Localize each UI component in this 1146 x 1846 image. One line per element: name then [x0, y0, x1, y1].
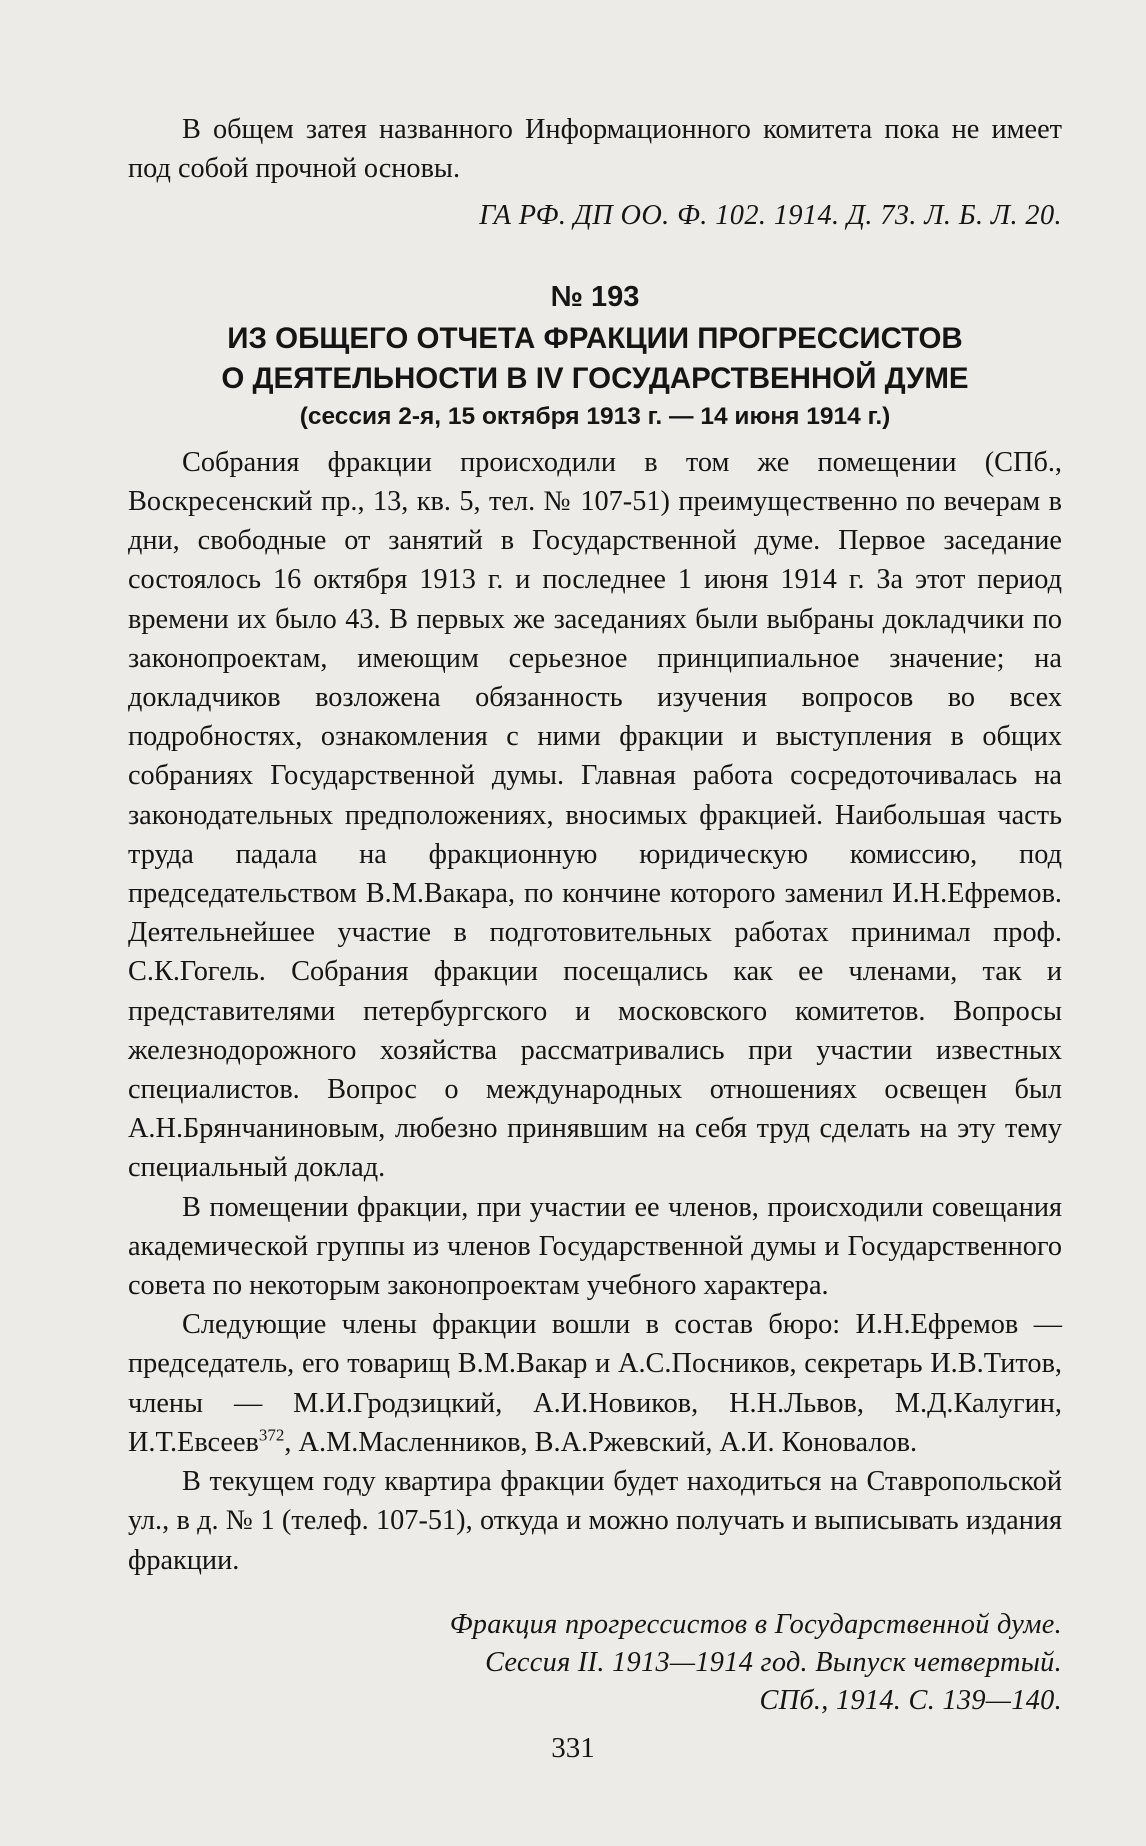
archive-reference: ГА РФ. ДП ОО. Ф. 102. 1914. Д. 73. Л. Б. Л. 20.: [479, 200, 1062, 232]
title-line-1: ИЗ ОБЩЕГО ОТЧЕТА ФРАКЦИИ ПРОГРЕССИСТОВ: [227, 321, 963, 355]
document-title: [128, 319, 1062, 399]
paragraph-3-text-end: , А.М.Масленников, В.А.Ржевский, А.И. Коновалов.: [284, 1426, 918, 1458]
title-line-2: О ДЕЯТЕЛЬНОСТИ В IV ГОСУДАРСТВЕННОЙ ДУМЕ: [221, 361, 969, 395]
body-paragraph-3: [128, 1305, 1062, 1462]
body-paragraph-4: В текущем году квартира фракции будет находиться на Ставропольской ул., в д. № 1 (телеф. 107-51), откуда и можно получать и выписывать издания фракции.: [128, 1466, 1062, 1576]
document-subtitle: (сессия 2-я, 15 октября 1913 г. — 14 июня 1914 г.): [299, 402, 891, 430]
document-number: № 193: [550, 280, 640, 313]
footnote-mark: 372: [258, 1425, 285, 1445]
citation-line-1: Фракция прогрессистов в Государственной думе.: [449, 1608, 1062, 1640]
citation-line-3: СПб., 1914. С. 139—140.: [759, 1684, 1062, 1716]
intro-paragraph: В общем затея названного Информационного комитета пока не имеет под собой прочной основы.: [128, 114, 1062, 185]
body-paragraph-2: В помещении фракции, при участии ее членов, происходили совещания академической группы из членов Государственной думы и Государственного совета по некоторым законопроектам учебного характера.: [128, 1191, 1062, 1302]
citation-line-2: Сессия II. 1913—1914 год. Выпуск четвертый.: [485, 1646, 1062, 1678]
body-paragraph-1: Собрания фракции происходили в том же помещении (СПб., Воскресенский пр., 13, кв. 5, тел. № 107-51) преимущественно по вечерам в дни, свободные от занятий в Государственной думе. Первое заседание состоялось 16 октября 1913 г. и последнее 1 июня 1914 г. За этот период времени их было 43. В первых же заседаниях были выбраны докладчики по законопроектам, имеющим серьезное принципиальное значение; на докладчиков возложена обязанность изучения вопросов во всех подробностях, ознакомления с ними фракции и выступления в общих собраниях Государственной думы. Главная работа сосредоточивалась на законодательных предположениях, вносимых фракцией. Наибольшая часть труда падала на фракционную юридическую комиссию, под председательством В.М.Вакара, по кончине которого заменил И.Н.Ефремов. Деятельнейшее участие в подготовительных работах принимал проф. С.К.Гогель. Собрания фракции посещались как ее членами, так и представителями петербургского и московского комитетов. Вопросы железнодорожного хозяйства рассматривались при участии известных специалистов. Вопрос о международных отношениях освещен был А.Н.Брянчаниновым, любезно принявшим на себя труд сделать на эту тему специальный доклад.: [128, 446, 1062, 1184]
page-content: [128, 110, 1062, 1720]
page-number: 331: [551, 1732, 595, 1764]
source-citation: [128, 1606, 1062, 1720]
paragraph-3-text: Следующие члены фракции вошли в состав бюро: И.Н.Ефремов — председатель, его товарищ В.М.Вакар и А.С.Посников, секретарь И.В.Титов, члены — М.И.Гродзицкий, А.И.Новиков, Н.Н.Львов, М.Д.Калугин, И.Т.Евсеев: [128, 1309, 1062, 1458]
